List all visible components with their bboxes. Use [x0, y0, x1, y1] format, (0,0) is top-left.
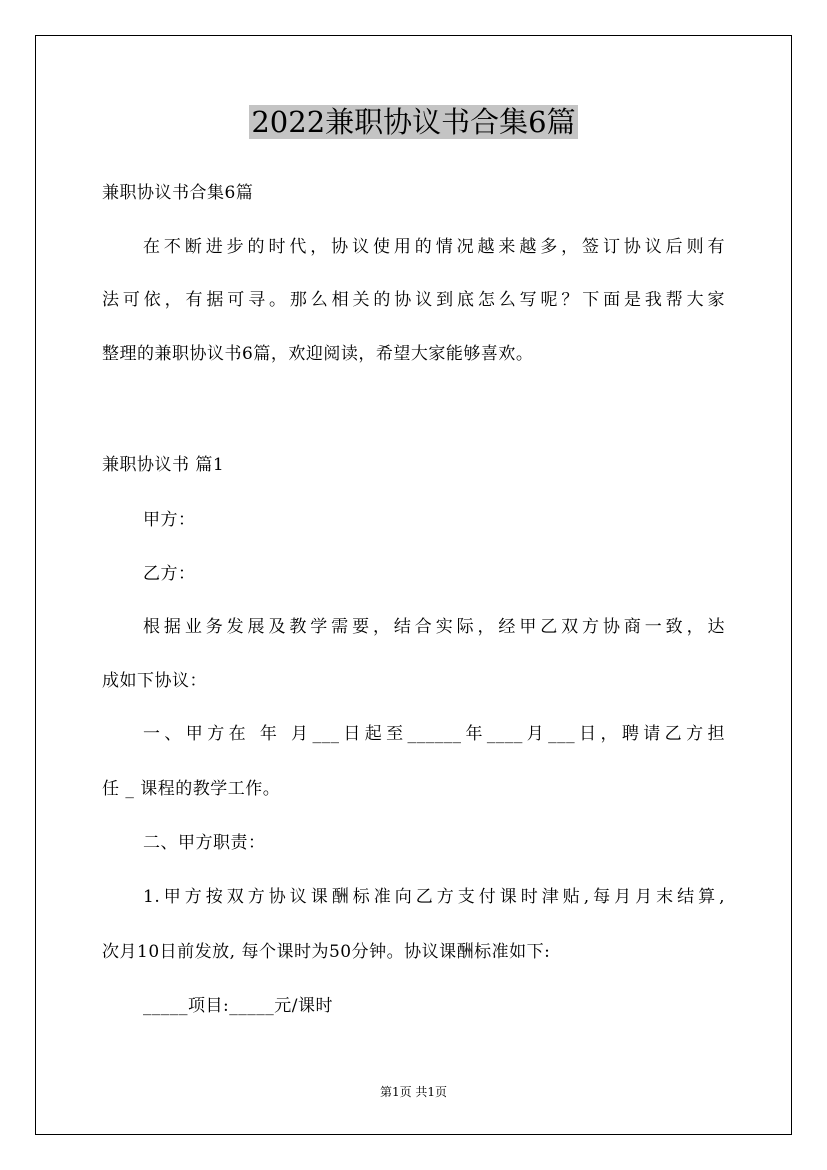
party-a-label: 甲方：: [143, 510, 196, 530]
basis-line-2: 成如下协议：: [102, 671, 207, 691]
clause-one-line-1: 一、甲方在 年 月___日起至______年____月___日，聘请乙方担: [143, 724, 725, 744]
party-b-label: 乙方：: [143, 564, 196, 584]
clause-two-item-line-2: 次月10日前发放, 每个课时为50分钟。协议课酬标准如下:: [102, 942, 551, 962]
section-heading: 兼职协议书 篇1: [102, 455, 225, 475]
clause-one-line-2: 任 _ 课程的教学工作。: [102, 779, 281, 799]
rate-line: _____项目:_____元/课时: [143, 996, 333, 1016]
intro-line-3: 整理的兼职协议书6篇，欢迎阅读，希望大家能够喜欢。: [102, 344, 534, 364]
intro-line-1: 在不断进步的时代，协议使用的情况越来越多，签订协议后则有: [143, 237, 725, 257]
document-title: [0, 100, 827, 144]
clause-two-heading: 二、甲方职责：: [143, 833, 266, 853]
clause-two-item-line-1: 1.甲方按双方协议课酬标准向乙方支付课时津贴,每月月末结算,: [143, 887, 725, 907]
intro-line-2: 法可依，有据可寻。那么相关的协议到底怎么写呢？下面是我帮大家: [102, 290, 725, 310]
document-title-text: 2022兼职协议书合集6篇: [251, 105, 576, 139]
page-footer: 第1页 共1页: [379, 1085, 448, 1099]
document-subtitle: 兼职协议书合集6篇: [102, 183, 254, 203]
basis-line-1: 根据业务发展及教学需要，结合实际，经甲乙双方协商一致，达: [143, 617, 725, 637]
